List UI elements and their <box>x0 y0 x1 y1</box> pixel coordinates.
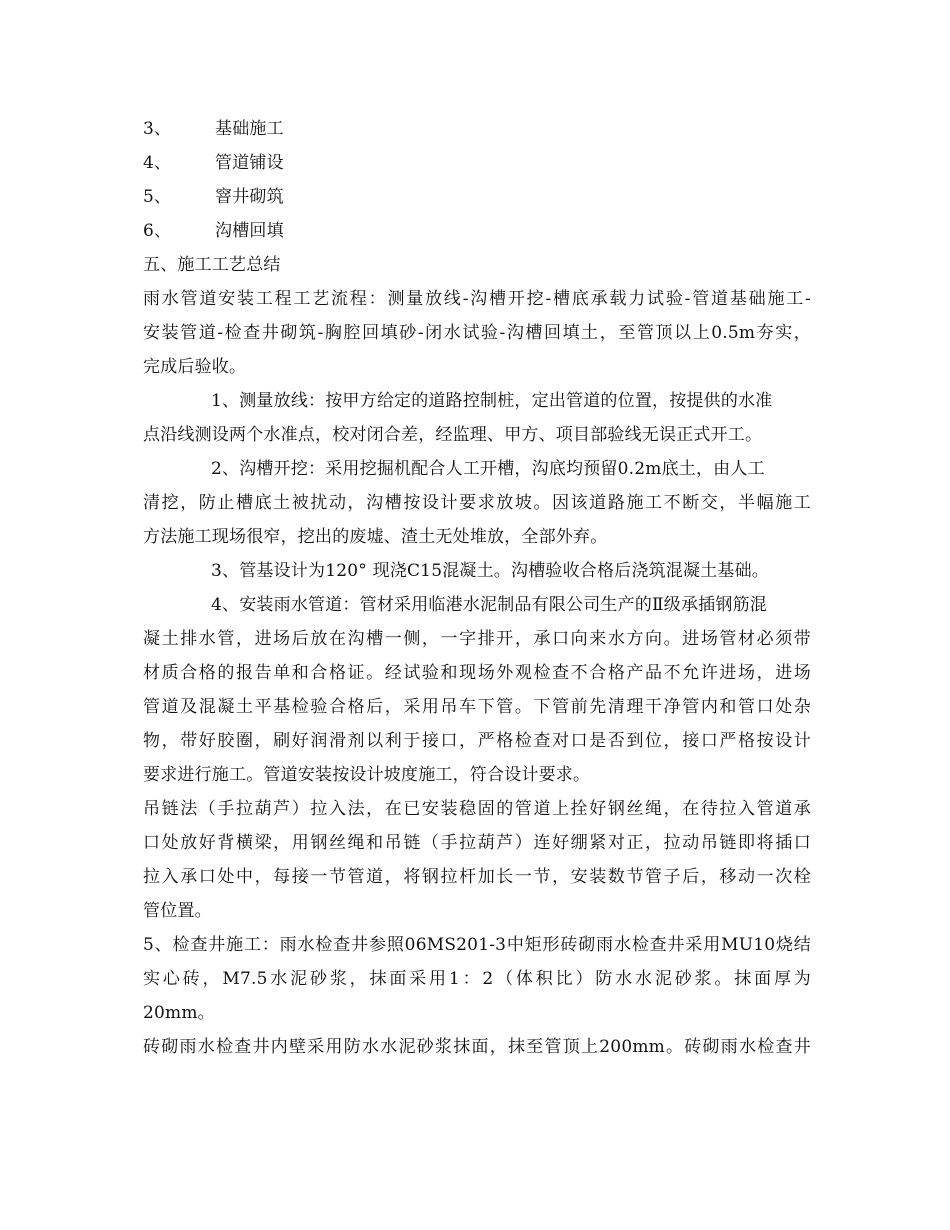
list-text: 管道铺设 <box>215 153 284 173</box>
list-item <box>143 146 811 180</box>
section-heading: 五、施工工艺总结 <box>143 255 281 275</box>
text-line: 物，带好胶圈，刷好润滑剂以利于接口，严格检查对口是否到位，接口严格按设计 <box>143 731 811 751</box>
text-line: 吊链法（手拉葫芦）拉入法，在已安装稳固的管道上拴好钢丝绳，在待拉入管道承 <box>143 799 811 819</box>
text-line: 20mm。 <box>143 1003 215 1023</box>
paragraph-foundation <box>143 554 811 588</box>
list-text: 沟槽回填 <box>215 221 284 241</box>
list-number: 5、 <box>143 187 172 207</box>
text-line: 材质合格的报告单和合格证。经试验和现场外观检查不合格产品不允许进场，进场 <box>143 663 811 683</box>
text-line: 5、检查井施工：雨水检查井参照06MS201-3中矩形砖砌雨水检查井采用MU10烧结 <box>143 935 811 955</box>
text-line: 4、安装雨水管道：管材采用临港水泥制品有限公司生产的Ⅱ级承插钢筋混 <box>211 595 767 615</box>
list-number: 6、 <box>143 221 172 241</box>
text-line: 砖砌雨水检查井内壁采用防水水泥砂浆抹面，抹至管顶上200mm。砖砌雨水检查井 <box>143 1037 811 1057</box>
list-text: 窨井砌筑 <box>215 187 284 207</box>
text-line: 雨水管道安装工程工艺流程：测量放线-沟槽开挖-槽底承载力试验-管道基础施工- <box>143 289 811 309</box>
text-line: 点沿线测设两个水准点，校对闭合差，经监理、甲方、项目部验线无误正式开工。 <box>143 425 763 445</box>
text-line: 管道及混凝土平基检验合格后，采用吊车下管。下管前先清理干净管内和管口处杂 <box>143 697 811 717</box>
text-line: 完成后验收。 <box>143 357 247 377</box>
paragraph-survey <box>143 384 811 452</box>
text-line: 实心砖，M7.5水泥砂浆，抹面采用1：2（体积比）防水水泥砂浆。抹面厚为 <box>143 969 811 989</box>
paragraph-intro <box>143 282 811 384</box>
text-line: 清挖，防止槽底土被扰动，沟槽按设计要求放坡。因该道路施工不断交，半幅施工 <box>143 493 811 513</box>
list-item <box>143 112 811 146</box>
text-line: 安装管道-检查井砌筑-胸腔回填砂-闭水试验-沟槽回填土，至管顶以上0.5m夯实， <box>143 323 811 343</box>
paragraph-trench <box>143 452 811 554</box>
text-line: 方法施工现场很窄，挖出的废墟、渣土无处堆放，全部外弃。 <box>143 527 608 547</box>
text-line: 凝土排水管，进场后放在沟槽一侧，一字排开，承口向来水方向。进场管材必须带 <box>143 629 811 649</box>
paragraph-chain-hoist <box>143 792 811 928</box>
list-item <box>143 180 811 214</box>
text-line: 口处放好背横梁，用钢丝绳和吊链（手拉葫芦）连好绷紧对正，拉动吊链即将插口 <box>143 833 811 853</box>
list-text: 基础施工 <box>215 119 284 139</box>
text-line: 2、沟槽开挖：采用挖掘机配合人工开槽，沟底均预留0.2m底土，由人工 <box>211 459 765 479</box>
list-number: 3、 <box>143 119 172 139</box>
document-body <box>143 112 811 1064</box>
paragraph-pipe-install <box>143 588 811 792</box>
text-line: 1、测量放线：按甲方给定的道路控制桩，定出管道的位置，按提供的水准 <box>211 391 773 411</box>
paragraph-inspection-well <box>143 928 811 1030</box>
list-item <box>143 214 811 248</box>
text-line: 拉入承口处中，每接一节管道，将钢拉杆加长一节，安装数节管子后，移动一次栓 <box>143 867 811 887</box>
list-number: 4、 <box>143 153 172 173</box>
paragraph-well-plaster <box>143 1030 811 1064</box>
text-line: 管位置。 <box>143 901 212 921</box>
text-line: 要求进行施工。管道安装按设计坡度施工，符合设计要求。 <box>143 765 591 785</box>
text-line: 3、管基设计为120° 现浇C15混凝土。沟槽验收合格后浇筑混凝土基础。 <box>211 561 770 581</box>
